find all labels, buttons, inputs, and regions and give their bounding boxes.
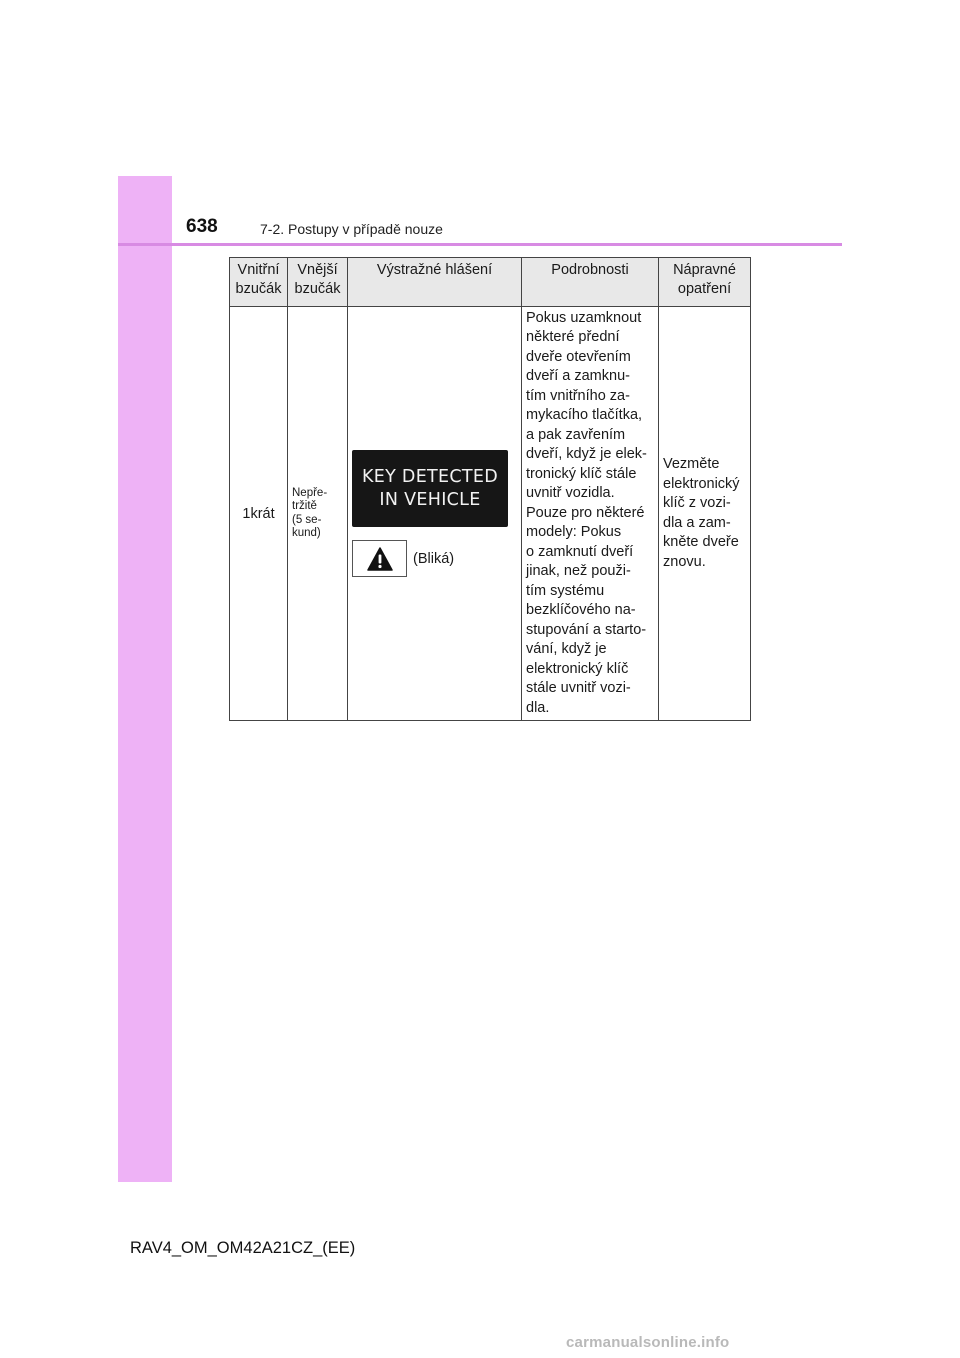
- column-header-details: Podrobnosti: [522, 258, 659, 307]
- column-header-outer-buzzer: Vnější bzučák: [288, 258, 348, 307]
- chapter-side-band: [118, 176, 172, 1182]
- column-header-remedy: Nápravné opatření: [659, 258, 751, 307]
- message-line-2: IN VEHICLE: [379, 489, 481, 510]
- remedy-text: Vezměte elektronický klíč z vozi- dla a zam- kněte dveře znovu.: [663, 456, 740, 570]
- outer-buzzer-text: Nepře- tržitě (5 se- kund): [292, 486, 328, 539]
- message-line-1: KEY DETECTED: [361, 466, 499, 487]
- column-header-warning-message: Výstražné hlášení: [348, 258, 522, 307]
- table-header-row: [230, 258, 751, 307]
- outer-buzzer-cell: [288, 307, 348, 721]
- details-text: Pokus uzamknout některé přední dveře otevřením dveří a zamknu- tím vnitřního za- mykacího tlačítka, a pak zavřením dveří, když je elek- tronický klíč stále uvnitř vozidla. Pouze pro některé modely: Pokus o zamknutí dveří jinak, než použi- tím systému bezklíčového na- stupování a starto- vání, když je elektronický klíč stále uvnitř vozi- dla.: [526, 309, 647, 716]
- details-cell: [522, 307, 659, 721]
- blink-label: (Bliká): [413, 550, 455, 567]
- table-row: [230, 307, 751, 721]
- page-number: 638: [186, 216, 218, 237]
- remedy-cell: [659, 307, 751, 721]
- warning-message-cell: [348, 307, 522, 721]
- watermark: carmanualsonline.info: [566, 1334, 730, 1351]
- header-rule: [118, 243, 842, 246]
- document-code: RAV4_OM_OM42A21CZ_(EE): [130, 1239, 356, 1257]
- column-header-inner-buzzer: Vnitřní bzučák: [230, 258, 288, 307]
- key-detected-message-display: [352, 450, 508, 527]
- section-title: 7-2. Postupy v případě nouze: [260, 221, 443, 237]
- warning-triangle-icon: [352, 540, 407, 577]
- warning-table: [229, 257, 751, 721]
- inner-buzzer-cell: 1krát: [230, 307, 288, 721]
